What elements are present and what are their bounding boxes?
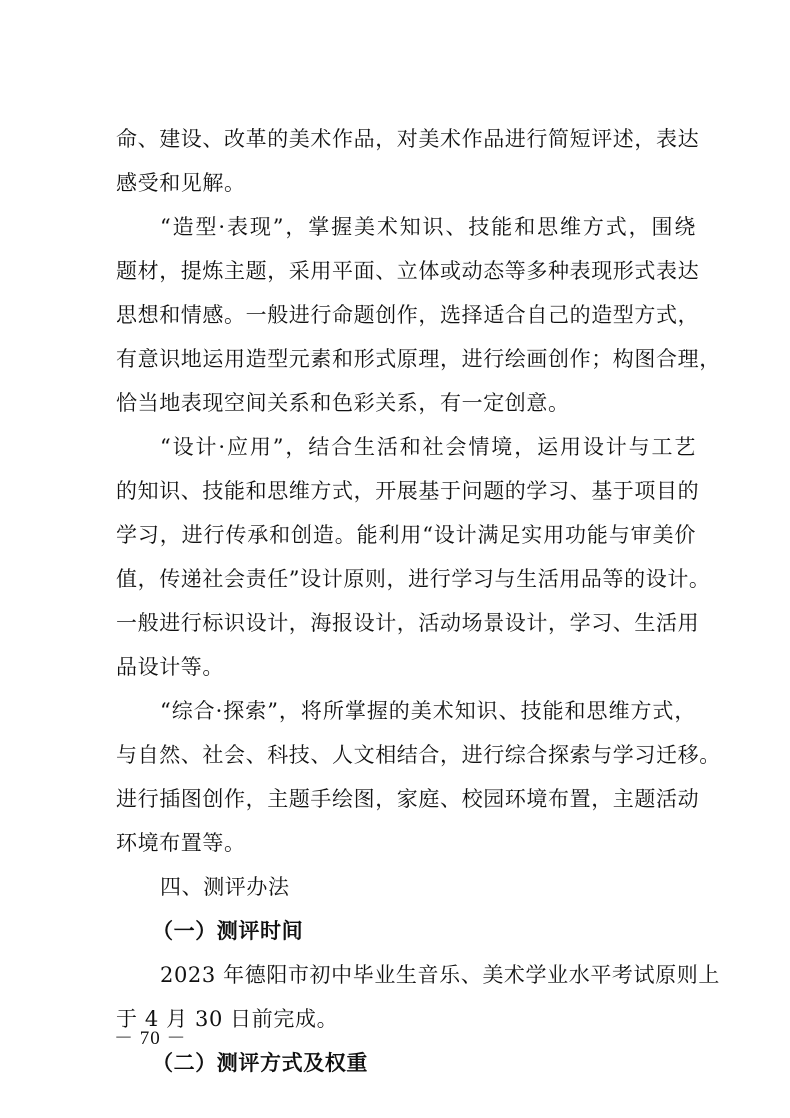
page-number: － 70 －	[114, 1028, 187, 1049]
body-text-line: 恰当地表现空间关系和色彩关系，有一定创意。	[116, 391, 570, 415]
body-text-line: 思想和情感。一般进行命题创作，选择适合自己的造型方式，	[116, 303, 700, 327]
body-text-line: 值，传递社会责任”设计原则，进行学习与生活用品等的设计。	[116, 567, 711, 591]
body-text-line: 环境布置等。	[116, 831, 246, 855]
body-text-line: 一般进行标识设计，海报设计，活动场景设计，学习、生活用	[116, 611, 700, 635]
subsection-heading: （一）测评时间	[152, 919, 304, 943]
paragraph-start-line: “造型·表现”，掌握美术知识、技能和思维方式，围绕	[160, 215, 696, 239]
body-text-line: 命、建设、改革的美术作品，对美术作品进行简短评述，表达	[116, 127, 700, 151]
body-text-line: 于 4 月 30 日前完成。	[116, 1007, 339, 1031]
body-text-line: 题材，提炼主题，采用平面、立体或动态等多种表现形式表达	[116, 259, 700, 283]
paragraph-start-line: “综合·探索”，将所掌握的美术知识、技能和思维方式，	[160, 699, 696, 723]
body-text-line: 感受和见解。	[116, 171, 246, 195]
paragraph-start-line: 2023 年德阳市初中毕业生音乐、美术学业水平考试原则上	[160, 963, 720, 987]
section-heading: 四、测评办法	[160, 875, 290, 899]
body-text-line: 有意识地运用造型元素和形式原理，进行绘画创作；构图合理，	[116, 347, 721, 371]
paragraph-start-line: “设计·应用”，结合生活和社会情境，运用设计与工艺	[160, 435, 696, 459]
subsection-heading: （二）测评方式及权重	[152, 1051, 368, 1075]
body-text-line: 进行插图创作，主题手绘图，家庭、校园环境布置，主题活动	[116, 787, 700, 811]
body-text-line: 的知识、技能和思维方式，开展基于问题的学习、基于项目的	[116, 479, 700, 503]
body-text-line: 学习，进行传承和创造。能利用“设计满足实用功能与审美价	[116, 523, 696, 547]
body-text-line: 品设计等。	[116, 655, 224, 679]
body-text-line: 与自然、社会、科技、人文相结合，进行综合探索与学习迁移。	[116, 743, 721, 767]
